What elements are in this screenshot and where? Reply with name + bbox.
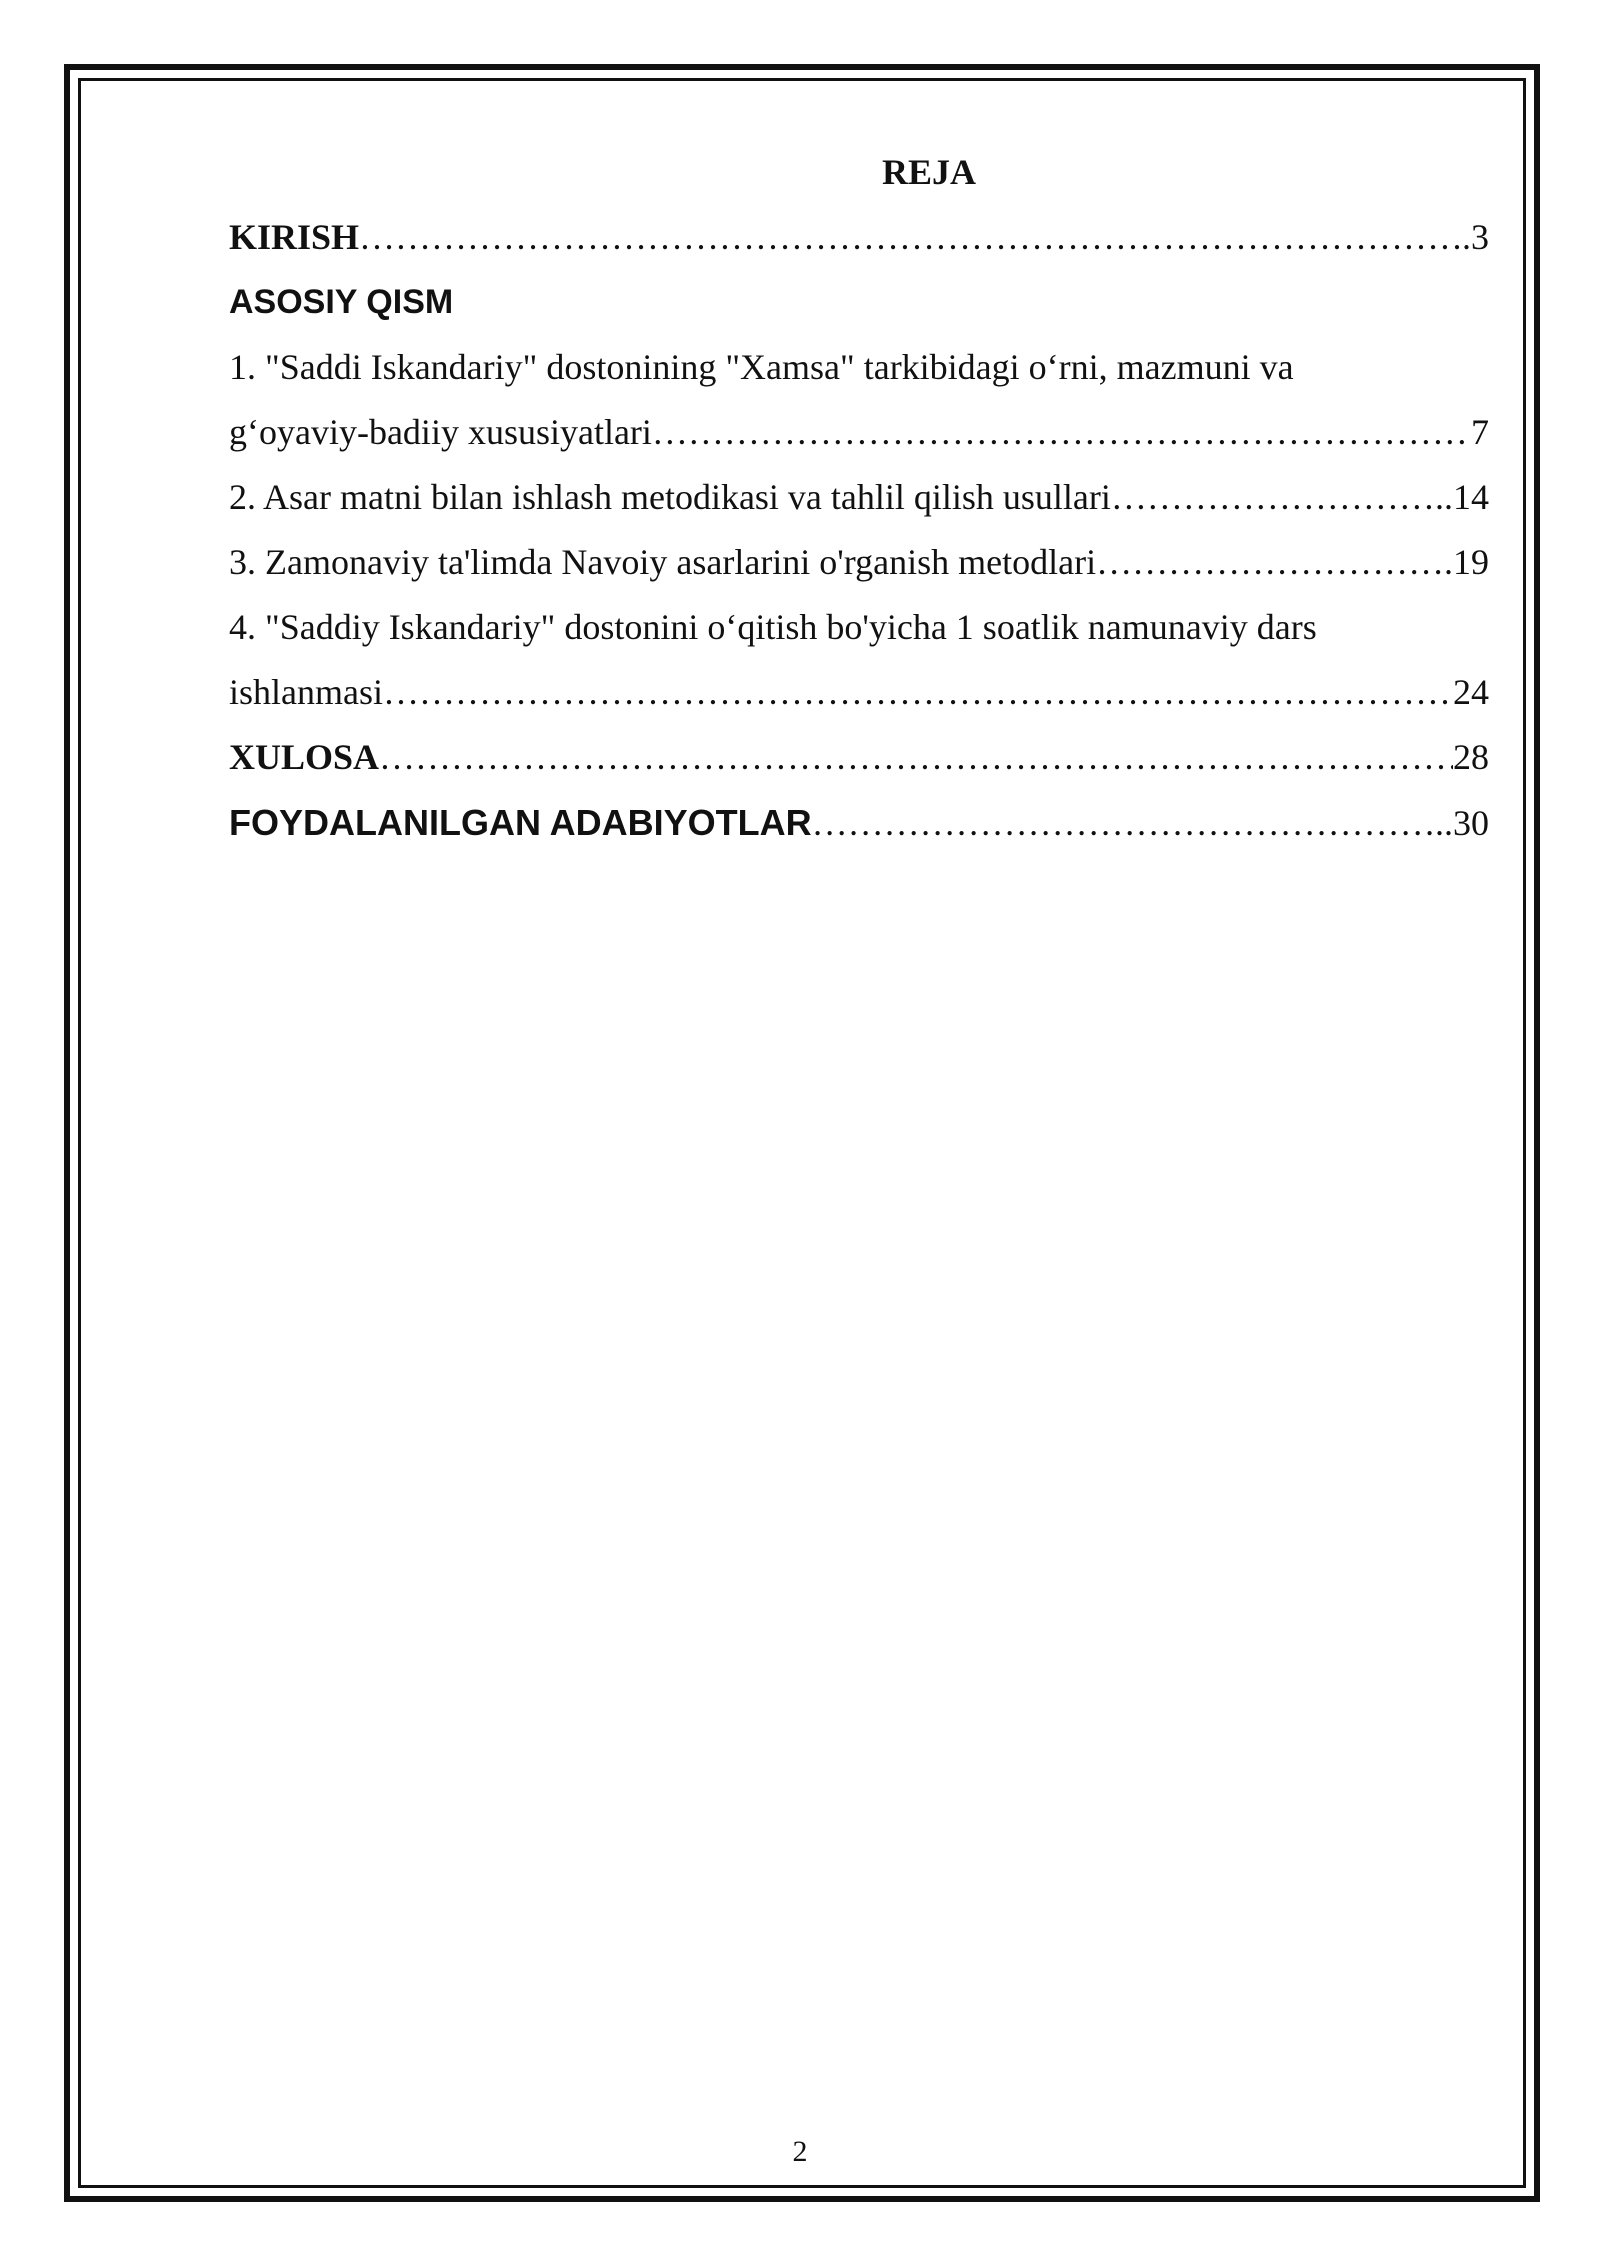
toc-entry-label: 3. Zamonaviy ta'limda Navoiy asarlarini o'rganish metodlari [229,542,1097,582]
toc-page-number: 30 [1453,803,1489,843]
toc-entry-1-line1: 1. "Saddi Iskandariy" dostonining "Xamsa" tarkibidagi o‘rni, mazmuni va [229,347,1294,387]
toc-page-number: 24 [1453,672,1489,712]
toc-entry-label: g‘oyaviy-badiiy xususiyatlari [229,412,652,452]
dot-leader [1096,530,1444,595]
dot-leader [652,400,1471,465]
dot-leader [1111,465,1435,530]
table-of-contents [229,140,1489,855]
page-number: 2 [792,2135,808,2168]
dot-leader [812,791,1435,856]
toc-entry-intro [229,205,1489,270]
toc-page-number: 28 [1453,737,1489,777]
toc-section-main: ASOSIY QISM [229,283,454,321]
toc-page-number: 19 [1453,542,1489,582]
dot-leader-tail: . [1462,217,1471,257]
toc-page-number: 14 [1453,477,1489,517]
toc-entry-2 [229,465,1489,530]
dot-leader [359,205,1462,270]
toc-entry-references [229,790,1489,855]
dot-leader [379,725,1453,790]
toc-title: REJA [881,152,976,192]
toc-entry-label: 2. Asar matni bilan ishlash metodikasi va tahlil qilish usullari [229,477,1111,517]
dot-leader [383,660,1453,725]
toc-entry-4-line1: 4. "Saddiy Iskandariy" dostonini o‘qitish bo'yicha 1 soatlik namunaviy dars [229,607,1317,647]
toc-entry-label: KIRISH [229,217,360,257]
dot-leader-tail: . [1444,542,1453,582]
toc-entry-label: FOYDALANILGAN ADABIYOTLAR [229,802,812,843]
dot-leader-tail: .. [1435,477,1453,517]
toc-entry-1-line2 [229,400,1489,465]
toc-page-number: 3 [1471,217,1489,257]
toc-entry-conclusion [229,725,1489,790]
toc-entry-label: XULOSA [229,737,380,777]
toc-entry-label: ishlanmasi [229,672,383,712]
toc-entry-4-line2 [229,660,1489,725]
toc-page-number: 7 [1471,412,1489,452]
toc-entry-3 [229,530,1489,595]
dot-leader-tail: .. [1435,803,1453,843]
